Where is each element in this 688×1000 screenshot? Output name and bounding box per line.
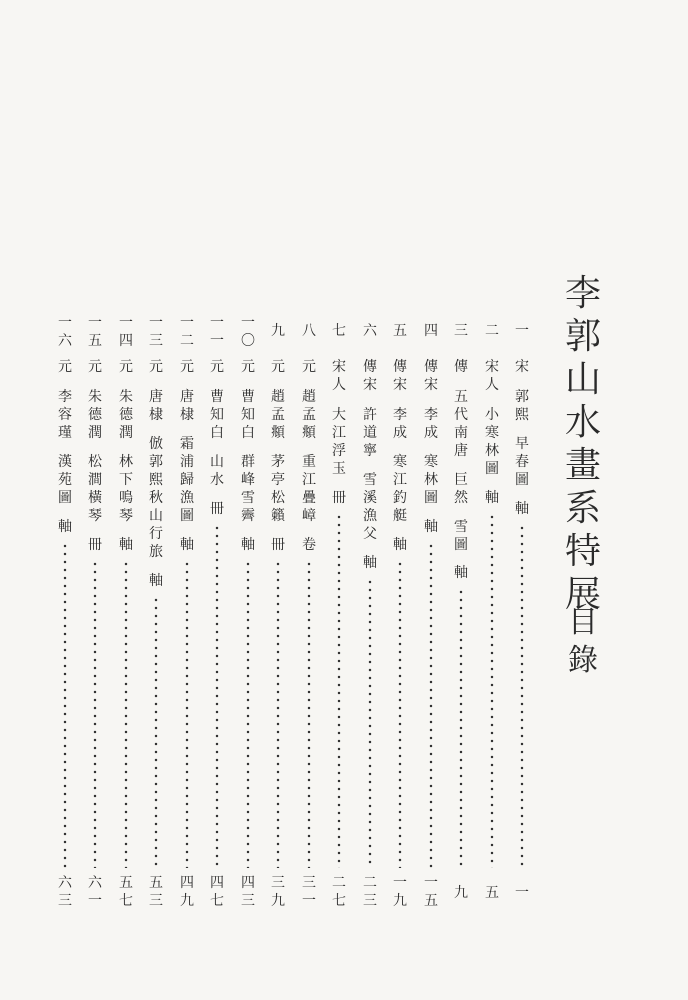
entry-dynasty: 傳 宋: [393, 359, 407, 393]
toc-entry[interactable]: [235, 315, 261, 922]
entry-number: 二: [485, 323, 499, 339]
leader-dots: [93, 560, 97, 868]
entry-number: 八: [302, 323, 316, 339]
page-number: 二 三: [363, 875, 377, 909]
page-number: 三 一: [302, 875, 316, 909]
entry-number: 一 二: [180, 315, 194, 349]
toc-entry[interactable]: [143, 315, 169, 922]
entry-number: 一: [515, 323, 529, 339]
entry-number: 一 三: [149, 315, 163, 349]
entry-title: 趙 孟 頫 茅 亭 松 籟 冊: [271, 389, 285, 553]
page-number: 二 七: [332, 875, 346, 909]
entry-dynasty: 宋 人: [332, 359, 346, 393]
leader-dots: [398, 560, 402, 868]
page-number: 一 九: [393, 875, 407, 909]
toc-entry[interactable]: [357, 322, 383, 922]
leader-dots: [246, 560, 250, 868]
entry-title: 郭 熙 早 春 圖 軸: [515, 389, 529, 517]
leader-dots: [215, 524, 219, 868]
entry-title: 李 成 寒 林 圖 軸: [424, 407, 438, 535]
entry-number: 一 五: [88, 315, 102, 349]
leader-dots: [154, 596, 158, 868]
entry-dynasty: 元: [271, 359, 285, 375]
leader-dots: [459, 588, 463, 868]
entry-title: 李 容 瑾 漢 苑 圖 軸: [58, 389, 72, 535]
leader-dots: [63, 542, 67, 868]
entry-dynasty: 元: [241, 359, 255, 375]
entry-dynasty: 宋: [515, 359, 529, 375]
entry-dynasty: 元: [58, 359, 72, 375]
entry-title: 許 道 寧 雪 溪 漁 父 軸: [363, 407, 377, 571]
leader-dots: [307, 560, 311, 868]
entry-title: 唐 棣 倣 郭 熙 秋 山 行 旅 軸: [149, 389, 163, 589]
page-number: 一: [515, 885, 529, 901]
entry-dynasty: 宋 人: [485, 359, 499, 393]
page-number: 三 九: [271, 875, 285, 909]
entry-dynasty: 元: [88, 359, 102, 375]
entry-dynasty: 元: [302, 359, 316, 375]
page-number: 一 五: [424, 875, 438, 909]
leader-dots: [368, 578, 372, 868]
page-title: 李 郭 山 水 畫 系 特 展: [564, 273, 601, 615]
toc-entry[interactable]: [265, 322, 291, 922]
entry-title: 曹 知 白 山 水 冊: [210, 389, 224, 517]
entry-title: 唐 棣 霜 浦 歸 漁 圖 軸: [180, 389, 194, 553]
leader-dots: [520, 524, 524, 868]
page-number: 四 九: [180, 875, 194, 909]
page-number: 六 一: [88, 875, 102, 909]
leader-dots: [276, 560, 280, 868]
page-number: 四 七: [210, 875, 224, 909]
entry-dynasty: 元: [119, 359, 133, 375]
entry-number: 一 一: [210, 315, 224, 349]
entry-dynasty: 元: [180, 359, 194, 375]
entry-number: 三: [454, 323, 468, 339]
entry-number: 九: [271, 323, 285, 339]
toc-entry[interactable]: [509, 322, 535, 922]
toc-entry[interactable]: [296, 322, 322, 922]
page-number: 五 三: [149, 875, 163, 909]
entry-dynasty: 元: [210, 359, 224, 375]
page-number: 四 三: [241, 875, 255, 909]
entry-title: 趙 孟 頫 重 江 疊 嶂 卷: [302, 389, 316, 553]
leader-dots: [185, 560, 189, 868]
page-number: 六 三: [58, 875, 72, 909]
leader-dots: [337, 513, 341, 868]
entry-title: 小 寒 林 圖 軸: [485, 407, 499, 506]
toc-entry[interactable]: [448, 322, 474, 922]
page-number: 五: [485, 885, 499, 901]
entry-title: 朱 德 潤 林 下 鳴 琴 軸: [119, 389, 133, 553]
leader-dots: [490, 513, 494, 868]
page-subtitle: 目 錄: [568, 605, 598, 678]
page-number: 九: [454, 885, 468, 901]
entry-number: 一 六: [58, 315, 72, 349]
entry-title: 五 代 南 唐 巨 然 雪 圖 軸: [454, 389, 468, 582]
toc-entry[interactable]: [387, 322, 413, 922]
toc-entry[interactable]: [82, 315, 108, 922]
toc-entry[interactable]: [418, 322, 444, 922]
entry-dynasty: 傳 宋: [424, 359, 438, 393]
entry-number: 五: [393, 323, 407, 339]
toc-entry[interactable]: [479, 322, 505, 922]
toc-entry[interactable]: [326, 322, 352, 922]
leader-dots: [124, 560, 128, 868]
leader-dots: [429, 542, 433, 868]
toc-entry[interactable]: [204, 315, 230, 922]
entry-number: 六: [363, 323, 377, 339]
entry-number: 七: [332, 323, 346, 339]
entry-title: 大 江 浮 玉 冊: [332, 407, 346, 506]
toc-entry[interactable]: [174, 315, 200, 922]
entry-number: 一 〇: [241, 315, 255, 349]
entry-dynasty: 傳: [454, 359, 468, 375]
page-number: 五 七: [119, 875, 133, 909]
entry-dynasty: 傳 宋: [363, 359, 377, 393]
entry-title: 曹 知 白 群 峰 雪 霽 軸: [241, 389, 255, 553]
entry-title: 朱 德 潤 松 澗 橫 琴 冊: [88, 389, 102, 553]
entry-dynasty: 元: [149, 359, 163, 375]
toc-entry[interactable]: [113, 315, 139, 922]
entry-title: 李 成 寒 江 釣 艇 軸: [393, 407, 407, 553]
entry-number: 一 四: [119, 315, 133, 349]
entry-number: 四: [424, 323, 438, 339]
toc-entry[interactable]: [52, 315, 78, 922]
